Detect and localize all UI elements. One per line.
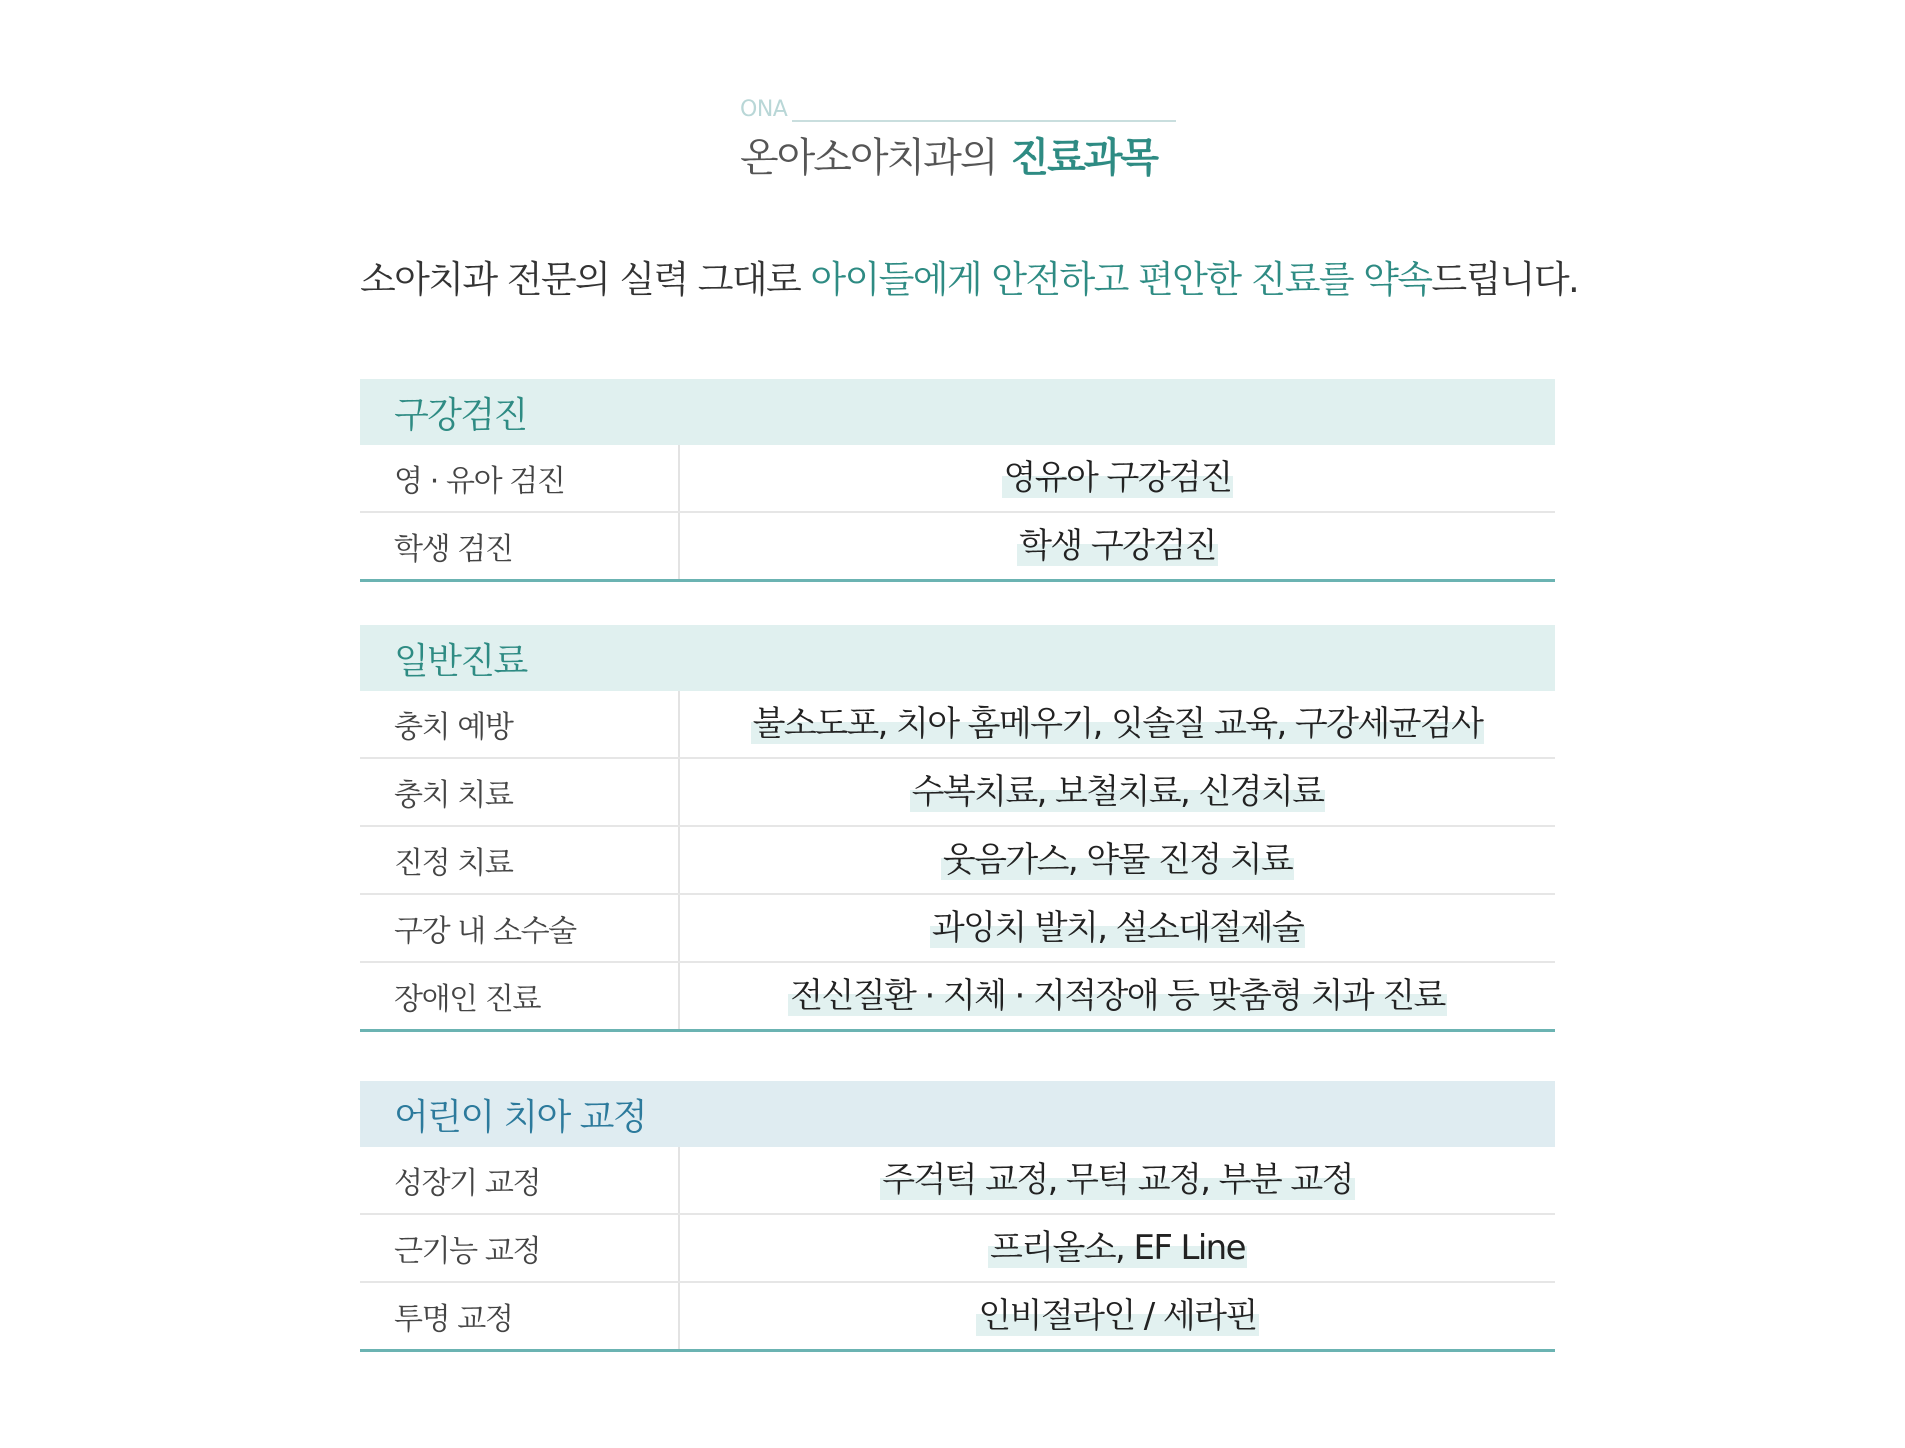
row-value: 전신질환 · 지체 · 지적장애 등 맞춤형 치과 진료 [790, 976, 1445, 1016]
eyebrow-label: ONA [740, 97, 788, 122]
row-value: 불소도포, 치아 홈메우기, 잇솔질 교육, 구강세균검사 [752, 704, 1483, 744]
row-value: 프리올소, EF Line [990, 1228, 1245, 1268]
row-value-cell [680, 1283, 1555, 1349]
section-table [360, 691, 1555, 1032]
page-title-main: 온아소아치과의 [740, 135, 997, 181]
row-value-cell [680, 513, 1555, 579]
row-value-cell [680, 827, 1555, 893]
eyebrow-divider [792, 120, 1176, 122]
intro-text [360, 252, 1579, 308]
table-row [360, 1283, 1555, 1349]
row-value: 수복치료, 보철치료, 신경치료 [911, 772, 1324, 812]
row-value: 영유아 구강검진 [1003, 458, 1232, 498]
row-label: 근기능 교정 [360, 1215, 680, 1281]
section-header [360, 625, 1555, 691]
intro-part1: 소아치과 전문의 실력 그대로 [360, 258, 811, 301]
intro-part2: 드립니다. [1431, 258, 1579, 301]
intro-accent: 아이들에게 안전하고 편안한 진료를 약속 [810, 258, 1432, 301]
page-title-accent: 진료과목 [1010, 135, 1158, 181]
row-value: 인비절라인 / 세라핀 [978, 1296, 1257, 1336]
section-table [360, 1147, 1555, 1352]
table-row [360, 445, 1555, 513]
table-row [360, 1147, 1555, 1215]
row-label: 진정 치료 [360, 827, 680, 893]
section-table [360, 445, 1555, 582]
section-header [360, 379, 1555, 445]
table-row [360, 759, 1555, 827]
section-oral-checkup [360, 379, 1555, 582]
table-row [360, 895, 1555, 963]
row-label: 장애인 진료 [360, 963, 680, 1029]
section-header [360, 1081, 1555, 1147]
row-label: 학생 검진 [360, 513, 680, 579]
row-label: 성장기 교정 [360, 1147, 680, 1213]
row-value-cell [680, 963, 1555, 1029]
section-general-care [360, 625, 1555, 1032]
row-label: 영 · 유아 검진 [360, 445, 680, 511]
row-value-cell [680, 1215, 1555, 1281]
row-value: 웃음가스, 약물 진정 치료 [942, 840, 1293, 880]
table-row [360, 1215, 1555, 1283]
row-value-cell [680, 691, 1555, 757]
row-label: 구강 내 소수술 [360, 895, 680, 961]
row-value-cell [680, 895, 1555, 961]
table-row [360, 691, 1555, 759]
row-value-cell [680, 759, 1555, 825]
row-value: 과잉치 발치, 설소대절제술 [931, 908, 1304, 948]
row-value: 주걱턱 교정, 무턱 교정, 부분 교정 [882, 1160, 1353, 1200]
row-value-cell [680, 1147, 1555, 1213]
page-title [740, 132, 1176, 184]
section-child-orthodontics [360, 1081, 1555, 1352]
row-value: 학생 구강검진 [1019, 526, 1216, 566]
row-value-cell [680, 445, 1555, 511]
table-row [360, 513, 1555, 579]
eyebrow-row [740, 96, 1176, 124]
section-title: 어린이 치아 교정 [394, 1096, 646, 1138]
row-label: 충치 치료 [360, 759, 680, 825]
row-label: 투명 교정 [360, 1283, 680, 1349]
section-title: 구강검진 [394, 394, 527, 436]
row-label: 충치 예방 [360, 691, 680, 757]
table-row [360, 827, 1555, 895]
page-header [740, 96, 1176, 184]
section-title: 일반진료 [394, 640, 527, 682]
table-row [360, 963, 1555, 1029]
